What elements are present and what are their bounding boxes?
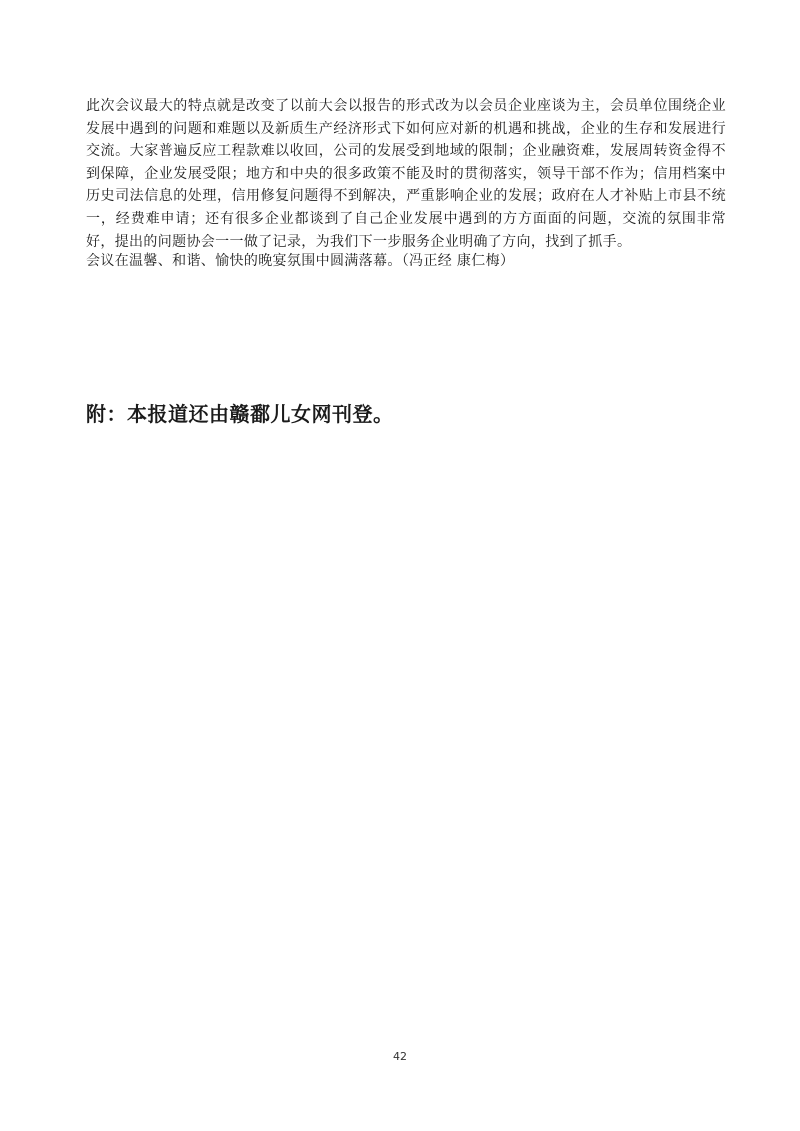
closing-paragraph: 会议在温馨、和谐、愉快的晚宴氛围中圆满落幕。（冯正经 康仁梅） [86, 253, 515, 269]
appendix-note: 附：本报道还由赣鄱儿女网刊登。 [86, 402, 394, 426]
page-number: 42 [393, 1050, 407, 1063]
body-paragraph: 此次会议最大的特点就是改变了以前大会以报告的形式改为以会员企业座谈为主，会员单位围绕企业发展中遇到的问题和难题以及新质生产经济形式下如何应对新的机遇和挑战，企业的生存和发展进行交流。大家普遍反应工程款难以收回，公司的发展受到地域的限制；企业融资难，发展周转资金得不到保障，企业发展受限；地方和中央的很多政策不能及时的贯彻落实，领导干部不作为；信用档案中历史司法信息的处理，信用修复问题得不到解决，严重影响企业的发展；政府在人才补贴上市县不统一，经费难申请；还有很多企业都谈到了自己企业发展中遇到的方方面面的问题，交流的氛围非常好，提出的问题协会一一做了记录，为我们下一步服务企业明确了方向，找到了抓手。 [86, 98, 726, 250]
